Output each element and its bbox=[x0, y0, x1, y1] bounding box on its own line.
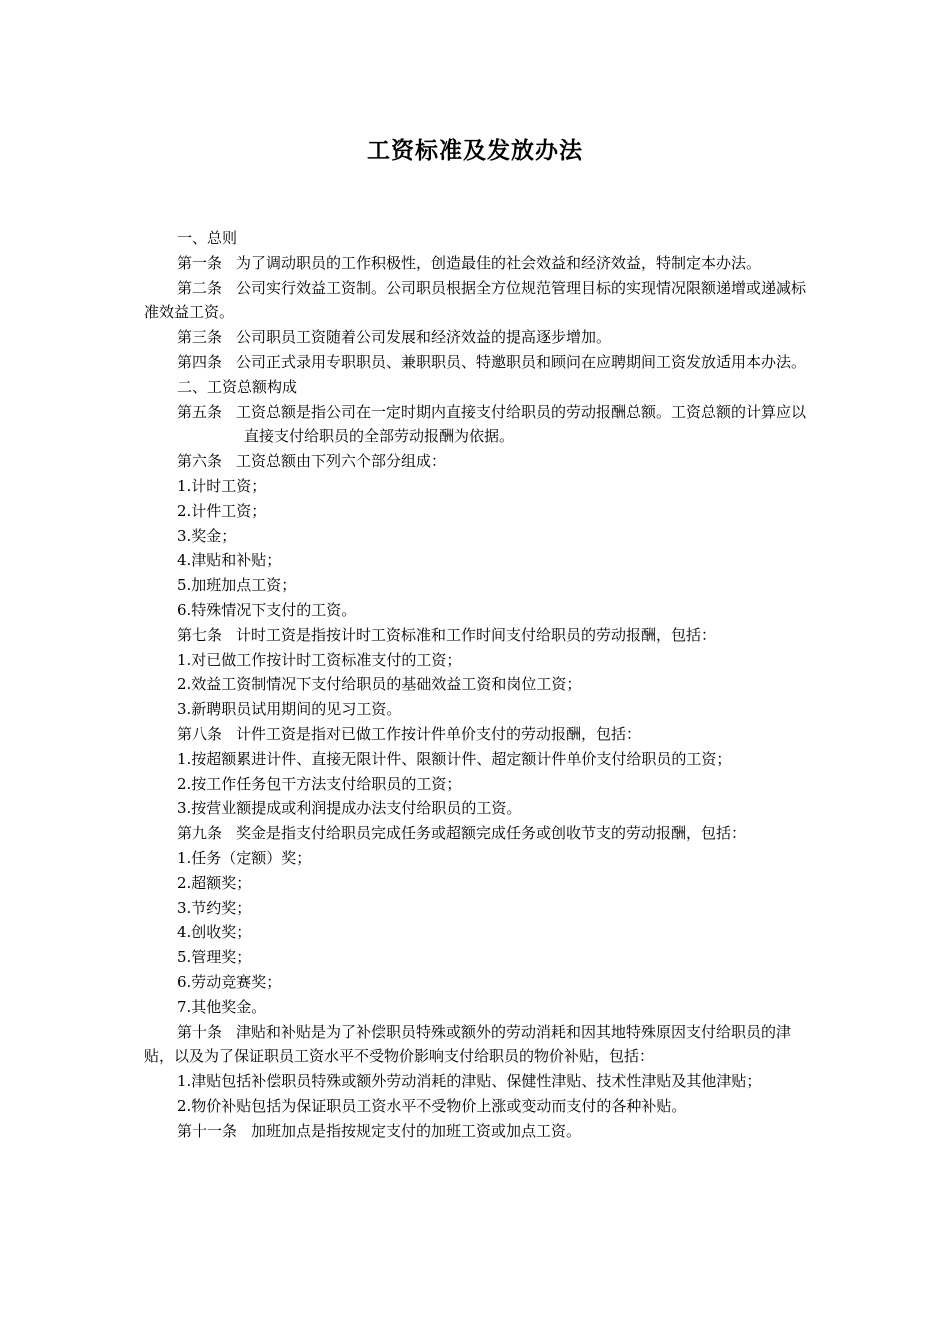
paragraph-text: 1.任务（定额）奖； bbox=[177, 848, 312, 867]
paragraph-text: 加班加点是指按规定支付的加班工资或加点工资。 bbox=[251, 1121, 582, 1140]
document-body bbox=[144, 226, 808, 1143]
article-number: 第三条 bbox=[177, 328, 223, 347]
paragraph-text: 7.其他奖金。 bbox=[177, 997, 267, 1016]
text-paragraph bbox=[144, 648, 808, 673]
text-paragraph bbox=[144, 573, 808, 598]
text-paragraph bbox=[144, 896, 808, 921]
article-number: 第九条 bbox=[177, 824, 223, 843]
article-paragraph bbox=[144, 325, 808, 350]
paragraph-text: 2.效益工资制情况下支付给职员的基础效益工资和岗位工资； bbox=[177, 675, 582, 694]
paragraph-text: 3.按营业额提成或利润提成办法支付给职员的工资。 bbox=[177, 799, 522, 818]
article-number: 第七条 bbox=[177, 625, 223, 644]
paragraph-text: 公司实行效益工资制。公司职员根据全方位规范管理目标的实现情况限额递增或递减标准效益工资。 bbox=[144, 278, 807, 322]
article-number: 第五条 bbox=[177, 402, 223, 421]
article-paragraph bbox=[144, 251, 808, 276]
text-paragraph bbox=[144, 375, 808, 400]
text-paragraph bbox=[144, 995, 808, 1020]
text-paragraph bbox=[144, 226, 808, 251]
article-paragraph bbox=[144, 400, 808, 450]
paragraph-text: 4.津贴和补贴； bbox=[177, 551, 282, 570]
article-paragraph bbox=[144, 449, 808, 474]
paragraph-text: 公司正式录用专职职员、兼职职员、特邀职员和顾问在应聘期间工资发放适用本办法。 bbox=[236, 352, 807, 371]
text-paragraph bbox=[144, 697, 808, 722]
text-paragraph bbox=[144, 1069, 808, 1094]
paragraph-text: 1.津贴包括补偿职员特殊或额外劳动消耗的津贴、保健性津贴、技术性津贴及其他津贴； bbox=[177, 1072, 762, 1091]
paragraph-text: 1.对已做工作按计时工资标准支付的工资； bbox=[177, 650, 462, 669]
text-paragraph bbox=[144, 920, 808, 945]
text-paragraph bbox=[144, 772, 808, 797]
article-number: 第十条 bbox=[177, 1022, 223, 1041]
paragraph-text: 1.按超额累进计件、直接无限计件、限额计件、超定额计件单价支付给职员的工资； bbox=[177, 749, 732, 768]
paragraph-text: 3.奖金； bbox=[177, 526, 237, 545]
paragraph-text: 奖金是指支付给职员完成任务或超额完成任务或创收节支的劳动报酬，包括： bbox=[236, 824, 747, 843]
paragraph-text: 2.按工作任务包干方法支付给职员的工资； bbox=[177, 774, 462, 793]
paragraph-text: 一、总则 bbox=[177, 229, 238, 247]
text-paragraph bbox=[144, 499, 808, 524]
document-title: 工资标准及发放办法 bbox=[367, 137, 583, 164]
article-number: 第十一条 bbox=[177, 1121, 238, 1140]
article-paragraph bbox=[144, 623, 808, 648]
text-paragraph bbox=[144, 1094, 808, 1119]
text-paragraph bbox=[144, 524, 808, 549]
text-paragraph bbox=[144, 871, 808, 896]
paragraph-text: 2.超额奖； bbox=[177, 873, 252, 892]
paragraph-text: 2.物价补贴包括为保证职员工资水平不受物价上涨或变动而支付的各种补贴。 bbox=[177, 1096, 687, 1115]
paragraph-text: 3.新聘职员试用期间的见习工资。 bbox=[177, 700, 402, 719]
text-paragraph bbox=[144, 945, 808, 970]
text-paragraph bbox=[144, 846, 808, 871]
paragraph-text: 工资总额由下列六个部分组成： bbox=[236, 452, 447, 471]
paragraph-text: 工资总额是指公司在一定时期内直接支付给职员的劳动报酬总额。工资总额的计算应以直接支付给职员的全部劳动报酬为依据。 bbox=[236, 402, 807, 446]
article-paragraph bbox=[144, 276, 808, 326]
paragraph-text: 5.管理奖； bbox=[177, 948, 252, 967]
paragraph-text: 2.计件工资； bbox=[177, 501, 267, 520]
text-paragraph bbox=[144, 548, 808, 573]
text-paragraph bbox=[144, 672, 808, 697]
article-paragraph bbox=[144, 1020, 808, 1070]
paragraph-text: 津贴和补贴是为了补偿职员特殊或额外的劳动消耗和因其地特殊原因支付给职员的津贴，以及为了保证职员工资水平不受物价影响支付给职员的物价补贴，包括： bbox=[144, 1022, 792, 1066]
paragraph-text: 为了调动职员的工作积极性，创造最佳的社会效益和经济效益，特制定本办法。 bbox=[236, 253, 762, 272]
paragraph-text: 6.劳动竞赛奖； bbox=[177, 972, 282, 991]
paragraph-text: 计时工资是指按计时工资标准和工作时间支付给职员的劳动报酬，包括： bbox=[236, 625, 717, 644]
paragraph-text: 5.加班加点工资； bbox=[177, 576, 297, 595]
paragraph-text: 公司职员工资随着公司发展和经济效益的提高逐步增加。 bbox=[236, 328, 612, 347]
article-number: 第八条 bbox=[177, 724, 223, 743]
paragraph-text: 4.创收奖； bbox=[177, 923, 252, 942]
article-number: 第四条 bbox=[177, 352, 223, 371]
paragraph-text: 3.节约奖； bbox=[177, 898, 252, 917]
text-paragraph bbox=[144, 598, 808, 623]
article-paragraph bbox=[144, 821, 808, 846]
paragraph-text: 二、工资总额构成 bbox=[177, 377, 298, 396]
paragraph-text: 6.特殊情况下支付的工资。 bbox=[177, 600, 357, 619]
text-paragraph bbox=[144, 970, 808, 995]
article-number: 第六条 bbox=[177, 452, 223, 471]
article-paragraph bbox=[144, 1119, 808, 1144]
text-paragraph bbox=[144, 747, 808, 772]
article-number: 第二条 bbox=[177, 278, 223, 297]
text-paragraph bbox=[144, 796, 808, 821]
article-paragraph bbox=[144, 350, 808, 375]
article-number: 第一条 bbox=[177, 253, 223, 272]
article-paragraph bbox=[144, 722, 808, 747]
paragraph-text: 1.计时工资； bbox=[177, 476, 267, 495]
text-paragraph bbox=[144, 474, 808, 499]
paragraph-text: 计件工资是指对已做工作按计件单价支付的劳动报酬，包括： bbox=[236, 724, 642, 743]
